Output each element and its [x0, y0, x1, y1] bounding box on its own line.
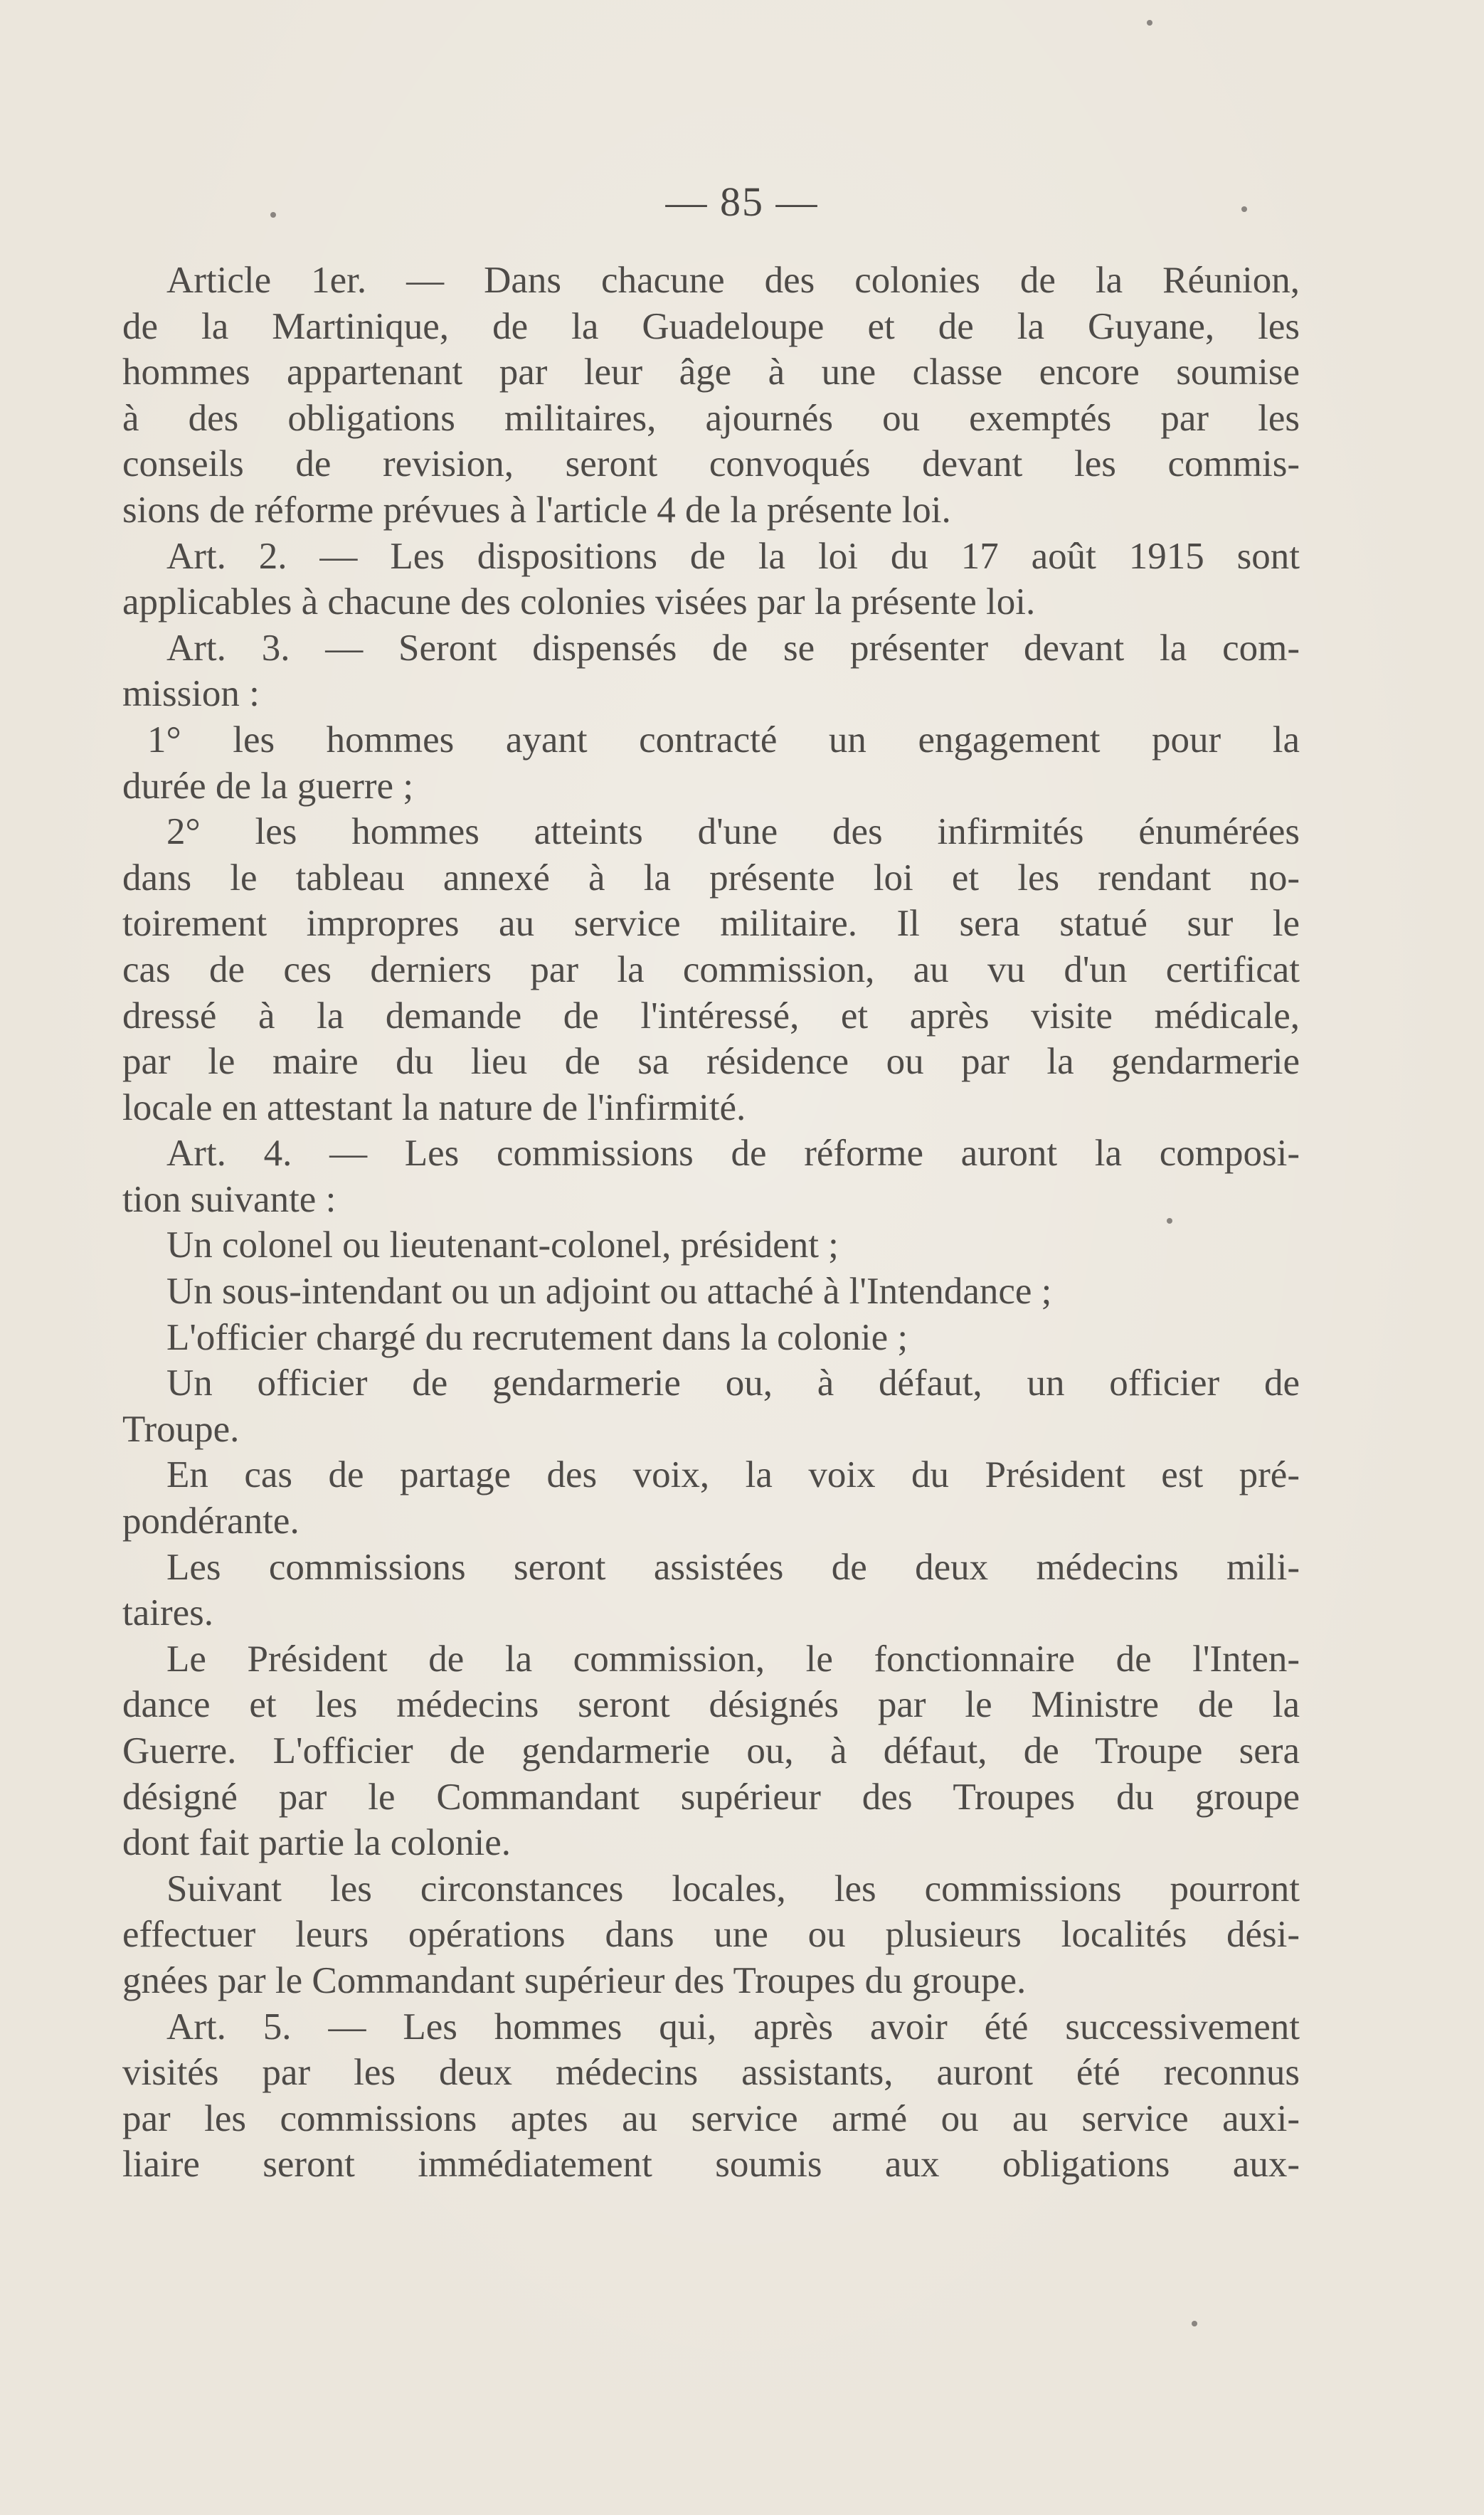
text-line: applicables à chacune des colonies visées par la présente loi. — [122, 581, 1036, 623]
text-line: Un sous-intendant ou un adjoint ou attaché à l'Intendance ; — [166, 1271, 1052, 1313]
text-line: cas de ces derniers par la commission, au vu d'un certificat — [122, 948, 1300, 990]
text-line: durée de la guerre ; — [122, 765, 414, 807]
text-line: hommes appartenant par leur âge à une classe encore soumise — [122, 351, 1300, 393]
text-line: taires. — [122, 1592, 214, 1634]
paper-speck — [1147, 20, 1152, 26]
text-line: désigné par le Commandant supérieur des Troupes du groupe — [122, 1776, 1300, 1818]
text-line: Les commissions seront assistées de deux médecins mili- — [166, 1546, 1300, 1588]
text-line: par les commissions aptes au service armé ou au service auxi- — [122, 2097, 1300, 2139]
text-line: de la Martinique, de la Guadeloupe et de la Guyane, les — [122, 305, 1300, 347]
text-line: à des obligations militaires, ajournés ou exemptés par les — [122, 397, 1300, 439]
text-line: sions de réforme prévues à l'article 4 de la présente loi. — [122, 489, 951, 531]
body-text — [122, 258, 1300, 2188]
paper-speck — [1192, 2321, 1197, 2326]
text-line: 2° les hommes atteints d'une des infirmités énumérées — [166, 811, 1300, 853]
text-line: Troupe. — [122, 1408, 240, 1450]
text-line: Art. 5. — Les hommes qui, après avoir été successivement — [166, 2006, 1300, 2048]
text-line: dans le tableau annexé à la présente loi et les rendant no- — [122, 857, 1300, 899]
text-line: Article 1er. — Dans chacune des colonies de la Réunion, — [166, 260, 1300, 301]
paper-speck — [270, 212, 276, 218]
page-number: — 85 — — [665, 179, 819, 225]
text-line: Suivant les circonstances locales, les commissions pourront — [166, 1868, 1300, 1910]
text-line: gnées par le Commandant supérieur des Troupes du groupe. — [122, 1959, 1027, 2001]
text-line: Art. 3. — Seront dispensés de se présenter devant la com- — [166, 627, 1300, 669]
text-line: En cas de partage des voix, la voix du Président est pré- — [166, 1454, 1300, 1496]
text-line: pondérante. — [122, 1500, 300, 1542]
text-line: Un colonel ou lieutenant-colonel, président ; — [166, 1224, 839, 1266]
text-line: toirement impropres au service militaire. Il sera statué sur le — [122, 903, 1300, 945]
text-line: L'officier chargé du recrutement dans la colonie ; — [166, 1316, 908, 1358]
text-line: Un officier de gendarmerie ou, à défaut, un officier de — [166, 1362, 1300, 1404]
paper-speck — [1241, 206, 1247, 212]
text-line: Le Président de la commission, le fonctionnaire de l'Inten- — [166, 1638, 1300, 1680]
text-line: Guerre. L'officier de gendarmerie ou, à défaut, de Troupe sera — [122, 1730, 1300, 1772]
text-line: liaire seront immédiatement soumis aux obligations aux- — [122, 2144, 1300, 2186]
text-line: par le maire du lieu de sa résidence ou par la gendarmerie — [122, 1041, 1300, 1083]
text-line: dressé à la demande de l'intéressé, et après visite médicale, — [122, 995, 1300, 1037]
text-line: Art. 2. — Les dispositions de la loi du 17 août 1915 sont — [166, 535, 1300, 577]
text-line: visités par les deux médecins assistants, auront été reconnus — [122, 2052, 1300, 2094]
text-line: dont fait partie la colonie. — [122, 1822, 511, 1864]
paper-speck — [1167, 1218, 1172, 1224]
text-line: 1° les hommes ayant contracté un engagement pour la — [147, 719, 1300, 761]
text-line: Art. 4. — Les commissions de réforme auront la composi- — [166, 1133, 1300, 1175]
text-line: tion suivante : — [122, 1178, 336, 1220]
text-line: locale en attestant la nature de l'infirmité. — [122, 1086, 746, 1128]
text-line: effectuer leurs opérations dans une ou plusieurs localités dési- — [122, 1914, 1300, 1956]
text-line: mission : — [122, 673, 260, 715]
text-line: dance et les médecins seront désignés par le Ministre de la — [122, 1684, 1300, 1726]
text-line: conseils de revision, seront convoqués devant les commis- — [122, 443, 1300, 485]
